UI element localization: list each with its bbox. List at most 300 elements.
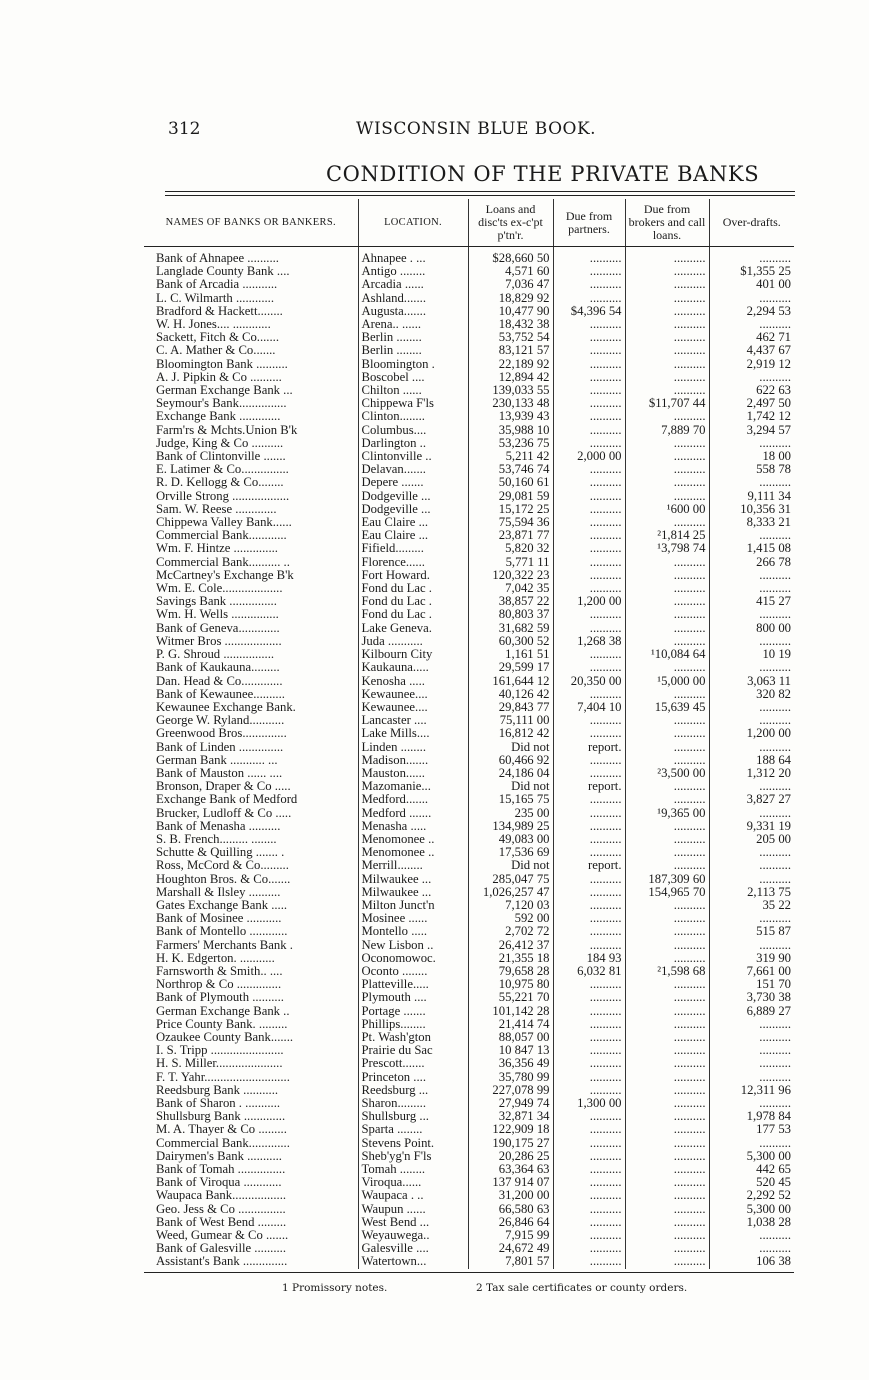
column-header-due-brokers: Due from brokers and call loans.	[625, 199, 709, 247]
cell-overdrafts: ..........	[709, 846, 794, 859]
cell-location: Mazomanie...	[358, 780, 468, 793]
cell-location: Medford .......	[358, 807, 468, 820]
cell-overdrafts: 2,292 52	[709, 1189, 794, 1202]
cell-loans: 79,658 28	[468, 965, 553, 978]
cell-location: Shullsburg ...	[358, 1110, 468, 1123]
cell-location: Galesville ....	[358, 1242, 468, 1255]
cell-bank-name: M. A. Thayer & Co .........	[156, 1123, 287, 1137]
cell-location: Boscobel ....	[358, 371, 468, 384]
cell-due-partners: ..........	[553, 463, 625, 476]
table-row	[144, 503, 794, 516]
cell-loans: $28,660 50	[468, 247, 553, 266]
table-row	[144, 820, 794, 833]
cell-overdrafts: 320 82	[709, 688, 794, 701]
table-row	[144, 542, 794, 555]
page-number: 312	[168, 119, 201, 139]
cell-location: Plymouth ....	[358, 991, 468, 1004]
cell-location: Lake Geneva.	[358, 622, 468, 635]
page-title: CONDITION OF THE PRIVATE BANKS	[326, 162, 760, 186]
cell-due-partners: ..........	[553, 754, 625, 767]
cell-location: Prairie du Sac	[358, 1044, 468, 1057]
cell-location: Phillips........	[358, 1018, 468, 1031]
cell-due-partners: ..........	[553, 1189, 625, 1202]
cell-due-brokers: ..........	[625, 344, 709, 357]
cell-due-partners: ..........	[553, 344, 625, 357]
table-row	[144, 661, 794, 674]
cell-location: Kenosha .....	[358, 675, 468, 688]
cell-overdrafts: 520 45	[709, 1176, 794, 1189]
cell-overdrafts: 151 70	[709, 978, 794, 991]
cell-loans: 53,746 74	[468, 463, 553, 476]
table-row	[144, 265, 794, 278]
cell-due-brokers: ..........	[625, 1071, 709, 1084]
cell-loans: 101,142 28	[468, 1005, 553, 1018]
cell-location: Dodgeville ...	[358, 490, 468, 503]
cell-loans: 5,771 11	[468, 556, 553, 569]
cell-location: Juda ...........	[358, 635, 468, 648]
cell-loans: 18,432 38	[468, 318, 553, 331]
cell-due-brokers: ..........	[625, 978, 709, 991]
cell-due-partners: ..........	[553, 529, 625, 542]
cell-loans: 21,355 18	[468, 952, 553, 965]
cell-due-partners: 1,200 00	[553, 595, 625, 608]
cell-loans: 134,989 25	[468, 820, 553, 833]
table-row	[144, 1071, 794, 1084]
table-row	[144, 1203, 794, 1216]
cell-loans: 49,083 00	[468, 833, 553, 846]
cell-due-partners: ..........	[553, 1031, 625, 1044]
cell-bank-name: Bank of Clintonville .......	[156, 450, 286, 464]
cell-due-brokers: ..........	[625, 793, 709, 806]
cell-due-partners: 2,000 00	[553, 450, 625, 463]
cell-due-brokers: ..........	[625, 410, 709, 423]
cell-loans: 38,857 22	[468, 595, 553, 608]
table-header-row	[144, 199, 794, 247]
cell-location: Kewaunee....	[358, 701, 468, 714]
cell-bank-name: E. Latimer & Co...............	[156, 463, 289, 477]
cell-due-brokers: ..........	[625, 318, 709, 331]
cell-location: Fond du Lac .	[358, 582, 468, 595]
cell-due-brokers: ..........	[625, 595, 709, 608]
cell-location: Milton Junct'n	[358, 899, 468, 912]
cell-location: Clintonville ..	[358, 450, 468, 463]
cell-overdrafts: 1,742 12	[709, 410, 794, 423]
cell-due-brokers: ¹5,000 00	[625, 675, 709, 688]
table-row	[144, 1189, 794, 1202]
cell-due-brokers: ..........	[625, 1150, 709, 1163]
cell-overdrafts: ..........	[709, 661, 794, 674]
cell-due-partners: ..........	[553, 582, 625, 595]
cell-overdrafts: ..........	[709, 939, 794, 952]
cell-loans: 26,846 64	[468, 1216, 553, 1229]
cell-due-partners: ..........	[553, 1057, 625, 1070]
cell-due-partners: ..........	[553, 1229, 625, 1242]
cell-bank-name: Bank of Plymouth ..........	[156, 991, 284, 1005]
cell-overdrafts: 442 65	[709, 1163, 794, 1176]
cell-due-partners: ..........	[553, 1176, 625, 1189]
cell-bank-name: Bank of Sharon . ...........	[156, 1097, 281, 1110]
cell-due-brokers: ..........	[625, 1163, 709, 1176]
cell-due-brokers: ..........	[625, 1084, 709, 1097]
cell-due-partners: 1,268 38	[553, 635, 625, 648]
cell-due-brokers: ..........	[625, 1097, 709, 1110]
cell-bank-name: I. S. Tripp .......................	[156, 1044, 284, 1058]
cell-overdrafts: ..........	[709, 1057, 794, 1070]
cell-loans: 7,120 03	[468, 899, 553, 912]
cell-due-brokers: ..........	[625, 437, 709, 450]
cell-due-partners: ..........	[553, 886, 625, 899]
cell-location: Augusta.......	[358, 305, 468, 318]
cell-overdrafts: ..........	[709, 1071, 794, 1084]
cell-overdrafts: $1,355 25	[709, 265, 794, 278]
cell-due-brokers: ..........	[625, 754, 709, 767]
cell-due-partners: ..........	[553, 873, 625, 886]
cell-loans: 10,477 90	[468, 305, 553, 318]
cell-overdrafts: 401 00	[709, 278, 794, 291]
title-rule	[165, 195, 795, 196]
cell-due-brokers: ..........	[625, 265, 709, 278]
cell-bank-name: Farm'rs & Mchts.Union B'k	[156, 423, 298, 437]
cell-overdrafts: 5,300 00	[709, 1203, 794, 1216]
cell-loans: 29,081 59	[468, 490, 553, 503]
table-row	[144, 965, 794, 978]
cell-loans: 7,042 35	[468, 582, 553, 595]
cell-due-brokers: ..........	[625, 358, 709, 371]
cell-bank-name: Greenwood Bros..............	[156, 727, 287, 741]
cell-overdrafts: ..........	[709, 714, 794, 727]
cell-bank-name: Bank of Geneva.............	[156, 621, 280, 635]
cell-bank-name: S. B. French......... ........	[156, 832, 277, 846]
cell-due-brokers: ..........	[625, 688, 709, 701]
cell-bank-name: Bank of West Bend .........	[156, 1215, 287, 1229]
cell-location: Lancaster ....	[358, 714, 468, 727]
cell-location: Florence......	[358, 556, 468, 569]
cell-bank-name: Sam. W. Reese .............	[156, 502, 277, 516]
table-row	[144, 292, 794, 305]
table-row	[144, 476, 794, 489]
table-row	[144, 648, 794, 661]
cell-bank-name: Commercial Bank............	[156, 529, 287, 543]
table-row	[144, 397, 794, 410]
cell-bank-name: Geo. Jess & Co ...............	[156, 1202, 286, 1216]
cell-bank-name: German Exchange Bank ...	[156, 384, 293, 398]
cell-overdrafts: ..........	[709, 701, 794, 714]
table-row	[144, 846, 794, 859]
cell-overdrafts: 515 87	[709, 925, 794, 938]
cell-location: Berlin ........	[358, 331, 468, 344]
cell-overdrafts: 3,294 57	[709, 424, 794, 437]
cell-location: Lake Mills....	[358, 727, 468, 740]
cell-overdrafts: 2,113 75	[709, 886, 794, 899]
cell-bank-name: German Bank ........... ...	[156, 753, 278, 767]
cell-bank-name: Chippewa Valley Bank......	[156, 516, 292, 530]
cell-due-partners: ..........	[553, 1150, 625, 1163]
cell-overdrafts: 10,356 31	[709, 503, 794, 516]
cell-loans: 4,571 60	[468, 265, 553, 278]
cell-overdrafts: ..........	[709, 780, 794, 793]
cell-due-partners: ..........	[553, 925, 625, 938]
cell-location: Viroqua......	[358, 1176, 468, 1189]
cell-bank-name: Exchange Bank of Medford	[156, 793, 298, 807]
cell-overdrafts: ..........	[709, 247, 794, 266]
cell-location: Kaukauna.....	[358, 661, 468, 674]
cell-overdrafts: 1,200 00	[709, 727, 794, 740]
column-header-overdrafts: Over-drafts.	[709, 199, 794, 247]
cell-due-brokers: ..........	[625, 556, 709, 569]
table-row	[144, 1005, 794, 1018]
cell-location: Arena.. ......	[358, 318, 468, 331]
cell-location: Menasha .....	[358, 820, 468, 833]
cell-due-partners: ..........	[553, 247, 625, 266]
cell-bank-name: Marshall & Ilsley ..........	[156, 885, 281, 899]
cell-loans: 235 00	[468, 807, 553, 820]
cell-due-partners: ..........	[553, 437, 625, 450]
table-row	[144, 516, 794, 529]
cell-location: Montello .....	[358, 925, 468, 938]
cell-bank-name: Ozaukee County Bank.......	[156, 1030, 294, 1044]
table-row	[144, 424, 794, 437]
cell-bank-name: Bank of Tomah ...............	[156, 1163, 286, 1177]
cell-overdrafts: ..........	[709, 1097, 794, 1110]
cell-due-partners: ..........	[553, 1216, 625, 1229]
cell-due-partners: ..........	[553, 490, 625, 503]
cell-loans: 190,175 27	[468, 1137, 553, 1150]
table-row	[144, 358, 794, 371]
cell-due-brokers: ..........	[625, 939, 709, 952]
cell-due-brokers: ..........	[625, 1255, 709, 1268]
cell-due-partners: ..........	[553, 265, 625, 278]
cell-overdrafts: 3,827 27	[709, 793, 794, 806]
cell-loans: 32,871 34	[468, 1110, 553, 1123]
cell-due-brokers: ..........	[625, 1018, 709, 1031]
cell-loans: 88,057 00	[468, 1031, 553, 1044]
cell-loans: 120,322 23	[468, 569, 553, 582]
cell-location: Merrill........	[358, 859, 468, 872]
cell-due-brokers: ²1,814 25	[625, 529, 709, 542]
cell-due-brokers: ..........	[625, 1110, 709, 1123]
cell-due-partners: ..........	[553, 1137, 625, 1150]
cell-due-brokers: ..........	[625, 450, 709, 463]
table-row	[144, 833, 794, 846]
cell-bank-name: Waupaca Bank.................	[156, 1189, 287, 1203]
cell-due-partners: 7,404 10	[553, 701, 625, 714]
cell-due-partners: ..........	[553, 807, 625, 820]
cell-overdrafts: ..........	[709, 807, 794, 820]
cell-overdrafts: ..........	[709, 912, 794, 925]
cell-loans: 285,047 75	[468, 873, 553, 886]
cell-due-partners: ..........	[553, 1123, 625, 1136]
cell-location: Clinton........	[358, 410, 468, 423]
cell-location: Menomonee ..	[358, 833, 468, 846]
cell-bank-name: Bank of Galesville ..........	[156, 1242, 287, 1256]
cell-due-partners: ..........	[553, 358, 625, 371]
cell-due-brokers: 15,639 45	[625, 701, 709, 714]
cell-loans: 66,580 63	[468, 1203, 553, 1216]
cell-overdrafts: ..........	[709, 608, 794, 621]
cell-due-brokers: ..........	[625, 608, 709, 621]
table-row	[144, 1163, 794, 1176]
cell-overdrafts: 9,111 34	[709, 490, 794, 503]
table-row	[144, 688, 794, 701]
cell-overdrafts: 12,311 96	[709, 1084, 794, 1097]
cell-due-brokers: ¹9,365 00	[625, 807, 709, 820]
table-row	[144, 305, 794, 318]
cell-due-partners: ..........	[553, 331, 625, 344]
cell-bank-name: Bank of Ahnapee ..........	[156, 251, 279, 265]
cell-bank-name: Bank of Kaukauna.........	[156, 661, 280, 675]
cell-due-partners: ..........	[553, 556, 625, 569]
cell-location: New Lisbon ..	[358, 939, 468, 952]
cell-due-partners: 1,300 00	[553, 1097, 625, 1110]
table-row	[144, 701, 794, 714]
cell-location: Sharon.........	[358, 1097, 468, 1110]
cell-loans: 5,820 32	[468, 542, 553, 555]
cell-due-partners: ..........	[553, 542, 625, 555]
cell-bank-name: Reedsburg Bank ...........	[156, 1083, 279, 1097]
cell-overdrafts: ..........	[709, 569, 794, 582]
cell-overdrafts: 188 64	[709, 754, 794, 767]
cell-due-brokers: ..........	[625, 741, 709, 754]
cell-bank-name: Witmer Bros ..................	[156, 634, 282, 648]
cell-due-partners: ..........	[553, 1203, 625, 1216]
cell-due-brokers: ..........	[625, 661, 709, 674]
cell-location: Bloomington .	[358, 358, 468, 371]
cell-loans: 161,644 12	[468, 675, 553, 688]
table-row	[144, 463, 794, 476]
cell-bank-name: Dairymen's Bank ...........	[156, 1149, 282, 1163]
cell-loans: 1,161 51	[468, 648, 553, 661]
cell-bank-name: Assistant's Bank ..............	[156, 1255, 288, 1269]
cell-bank-name: Northrop & Co ..............	[156, 978, 282, 992]
cell-bank-name: Price County Bank. .........	[156, 1017, 288, 1031]
cell-due-brokers: ..........	[625, 1057, 709, 1070]
cell-overdrafts: 622 63	[709, 384, 794, 397]
cell-overdrafts: 1,415 08	[709, 542, 794, 555]
cell-bank-name: Commercial Bank.......... ..	[156, 555, 290, 569]
cell-due-brokers: ..........	[625, 635, 709, 648]
cell-bank-name: Sackett, Fitch & Co.......	[156, 331, 279, 345]
cell-due-partners: ..........	[553, 1005, 625, 1018]
cell-location: Watertown...	[358, 1255, 468, 1268]
cell-due-partners: ..........	[553, 371, 625, 384]
table-row	[144, 608, 794, 621]
cell-due-partners: ..........	[553, 318, 625, 331]
cell-due-brokers: ²3,500 00	[625, 767, 709, 780]
cell-bank-name: L. C. Wilmarth ............	[156, 291, 275, 305]
cell-bank-name: Judge, King & Co ..........	[156, 436, 284, 450]
cell-due-partners: report.	[553, 780, 625, 793]
cell-loans: Did not	[468, 780, 553, 793]
cell-due-brokers: $11,707 44	[625, 397, 709, 410]
cell-overdrafts: ..........	[709, 635, 794, 648]
table-row	[144, 1057, 794, 1070]
cell-loans: 55,221 70	[468, 991, 553, 1004]
cell-loans: 24,186 04	[468, 767, 553, 780]
cell-loans: 13,939 43	[468, 410, 553, 423]
cell-overdrafts: 9,331 19	[709, 820, 794, 833]
cell-overdrafts: 5,300 00	[709, 1150, 794, 1163]
cell-overdrafts: 177 53	[709, 1123, 794, 1136]
cell-loans: Did not	[468, 741, 553, 754]
table-row	[144, 582, 794, 595]
table-row	[144, 635, 794, 648]
cell-bank-name: Bank of Arcadia ...........	[156, 278, 278, 292]
cell-due-partners: ..........	[553, 714, 625, 727]
cell-location: Chilton ......	[358, 384, 468, 397]
cell-location: Portage .......	[358, 1005, 468, 1018]
cell-location: Antigo ........	[358, 265, 468, 278]
cell-due-partners: ..........	[553, 410, 625, 423]
cell-due-partners: 6,032 81	[553, 965, 625, 978]
cell-due-brokers: ..........	[625, 247, 709, 266]
cell-bank-name: George W. Ryland...........	[156, 714, 285, 728]
cell-loans: 60,466 92	[468, 754, 553, 767]
cell-due-brokers: ..........	[625, 516, 709, 529]
table-row	[144, 450, 794, 463]
cell-due-partners: ..........	[553, 1110, 625, 1123]
footnote-1: 1 Promissory notes.	[282, 1282, 388, 1294]
cell-due-partners: ..........	[553, 424, 625, 437]
cell-bank-name: W. H. Jones.... ............	[156, 318, 271, 332]
cell-location: Kewaunee....	[358, 688, 468, 701]
cell-location: Dodgeville ...	[358, 503, 468, 516]
cell-bank-name: Weed, Gumear & Co .......	[156, 1229, 289, 1243]
cell-loans: 60,300 52	[468, 635, 553, 648]
cell-overdrafts: ..........	[709, 582, 794, 595]
table-row	[144, 247, 794, 266]
title-rule	[165, 191, 795, 192]
cell-due-partners: ..........	[553, 833, 625, 846]
cell-overdrafts: 3,063 11	[709, 675, 794, 688]
cell-location: Fond du Lac .	[358, 608, 468, 621]
cell-bank-name: Bank of Linden ..............	[156, 740, 284, 754]
cell-location: Milwaukee ...	[358, 873, 468, 886]
cell-due-partners: ..........	[553, 912, 625, 925]
column-header-location: LOCATION.	[358, 199, 468, 247]
table-row	[144, 1018, 794, 1031]
cell-due-brokers: ..........	[625, 384, 709, 397]
cell-due-partners: ..........	[553, 1163, 625, 1176]
cell-bank-name: Exchange Bank .............	[156, 410, 281, 424]
cell-due-brokers: 187,309 60	[625, 873, 709, 886]
cell-bank-name: Bank of Mauston ...... ....	[156, 766, 283, 780]
cell-due-brokers: 154,965 70	[625, 886, 709, 899]
column-header-due-partners: Due from partners.	[553, 199, 625, 247]
cell-overdrafts: 18 00	[709, 450, 794, 463]
cell-location: Linden ........	[358, 741, 468, 754]
cell-bank-name: Bank of Mosinee ...........	[156, 912, 282, 926]
table-row	[144, 1216, 794, 1229]
cell-bank-name: Ross, McCord & Co.........	[156, 859, 289, 873]
table-row	[144, 569, 794, 582]
cell-loans: 1,026,257 47	[468, 886, 553, 899]
cell-location: Weyauwega..	[358, 1229, 468, 1242]
cell-due-partners: ..........	[553, 569, 625, 582]
cell-bank-name: Houghton Bros. & Co.......	[156, 872, 291, 886]
table-row	[144, 384, 794, 397]
table-row	[144, 622, 794, 635]
cell-loans: 35,988 10	[468, 424, 553, 437]
cell-due-partners: ..........	[553, 1071, 625, 1084]
table-row	[144, 344, 794, 357]
footnote-2: 2 Tax sale certificates or county orders.	[476, 1282, 688, 1294]
cell-location: Oconto ........	[358, 965, 468, 978]
cell-loans: 24,672 49	[468, 1242, 553, 1255]
cell-due-brokers: ..........	[625, 780, 709, 793]
table-row	[144, 595, 794, 608]
cell-location: Columbus....	[358, 424, 468, 437]
cell-due-partners: ..........	[553, 767, 625, 780]
